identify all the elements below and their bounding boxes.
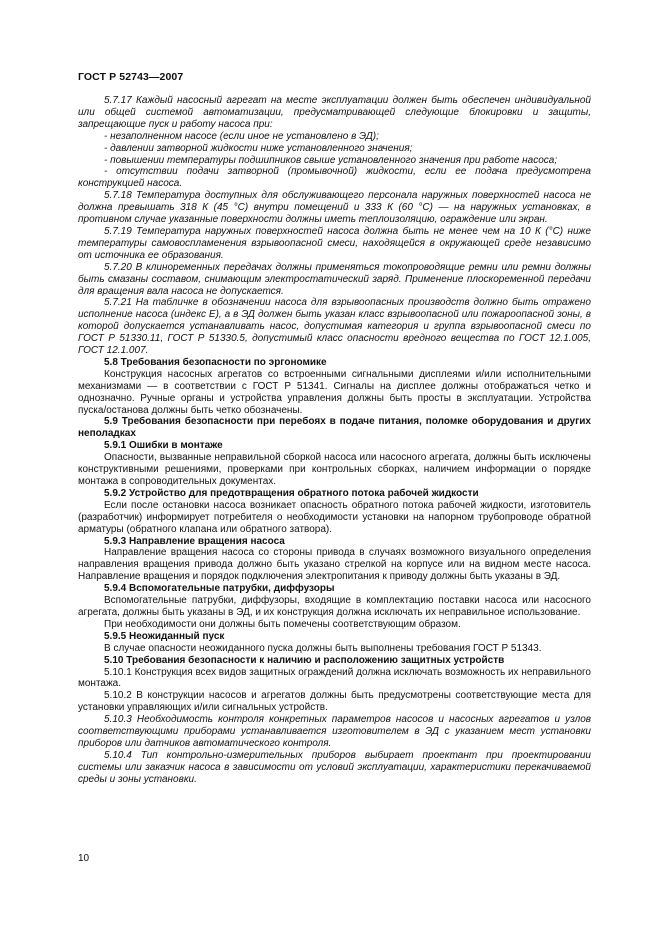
paragraph: 5.10.1 Конструкция всех видов защитных ограждений должна исключать возможность их неправильного монтажа.	[78, 666, 591, 690]
list-item: - незаполненном насосе (если иное не установлено в ЭД);	[104, 130, 379, 142]
list-item: - отсутствии подачи затворной (промывочной) жидкости, если ее подача предусмотрена конструкцией насоса.	[78, 166, 591, 190]
section-heading: 5.10 Требования безопасности к наличию и расположению защитных устройств	[104, 654, 505, 666]
section-heading: 5.8 Требования безопасности по эргономике	[104, 356, 327, 368]
paragraph: Направление вращения насоса со стороны привода в случаях возможного визуального определения направления вращения привода должно быть указано стрелкой на корпусе или на видном месте насоса. Направление вращения и порядок подключения электропитания к приводу должны быть указаны в ЭД.	[78, 547, 591, 583]
paragraph: В случае опасности неожиданного пуска должны быть выполнены требования ГОСТ Р 51343.	[104, 642, 542, 654]
paragraph: 5.10.4 Тип контрольно-измерительных приборов выбирает проектант при проектировании системы или заказчик насоса в зависимости от условий эксплуатации, характеристики перекачиваемой среды и зоны установки.	[78, 749, 591, 785]
list-item: - повышении температуры подшипников свыше установленного значения при работе насоса;	[104, 154, 558, 166]
document-header: ГОСТ Р 52743—2007	[78, 71, 184, 83]
subsection-heading: 5.9.3 Направление вращения насоса	[104, 535, 285, 547]
paragraph: Конструкция насосных агрегатов со встроенными сигнальными дисплеями и/или исполнительными механизмами — в соответствии с ГОСТ Р 51341. Сигналы на дисплее должны отображаться четко и однозначно. Ручные органы и устройства управления должны быть просты в эксплуатации. Устройства пуска/останова должны быть четко обозначены.	[78, 368, 591, 416]
paragraph: 5.7.17 Каждый насосный агрегат на месте эксплуатации должен быть обеспечен индивидуальной или общей системой автоматизации, предусматривающей следующие блокировки и защиты, запрещающие пуск и работу насоса при:	[78, 95, 591, 130]
paragraph: Вспомогательные патрубки, диффузоры, входящие в комплектацию поставки насоса или насосного агрегата, должны быть указаны в ЭД, и их конструкция должна исключать их неправильное использование.	[78, 595, 591, 618]
paragraph: Если после остановки насоса возникает опасность обратного потока рабочей жидкости, изготовитель (разработчик) информирует потребителя о необходимости установки на напорном трубопроводе обратной арматуры (обратного клапана или обратного затвора).	[78, 499, 591, 535]
paragraph: 5.7.21 На табличке в обозначении насоса для взрывоопасных производств должно быть отражено исполнение насоса (индекс Е), а в ЭД должен быть указан класс взрывоопасной или пожароопасной зоны, в которой допускается устанавливать насос, допустимая категория и группа взрывоопасной смеси по ГОСТ Р 51330.11, ГОСТ Р 51330.5, допустимый класс опасности вредного вещества по ГОСТ 12.1.005, ГОСТ 12.1.007.	[78, 297, 591, 357]
paragraph: 5.7.18 Температура доступных для обслуживающего персонала наружных поверхностей насоса не должна превышать 318 К (45 °С) внутри помещений и 333 К (60 °С) — на наружных установках, в противном случае указанные поверхности должны иметь теплоизоляцию, ограждение или экран.	[78, 190, 591, 226]
paragraph: 5.7.19 Температура наружных поверхностей насоса должна быть не менее чем на 10 К (°С) ниже температуры самовоспламенения взрывоопасной смеси, находящейся в окружающей среде независимо от источника ее образования.	[78, 225, 591, 261]
subsection-heading: 5.9.2 Устройство для предотвращения обратного потока рабочей жидкости	[104, 487, 479, 499]
paragraph: 5.7.20 В клиноременных передачах должны применяться токопроводящие ремни или ремни должны быть смазаны составом, снимающим электростатический заряд. Применение плоскоременной передачи для вращения вала насоса не допускается.	[78, 261, 591, 297]
document-body	[78, 95, 591, 786]
subsection-heading: 5.9.5 Неожиданный пуск	[104, 630, 225, 642]
section-heading: 5.9 Требования безопасности при перебоях в подаче питания, поломке оборудования и других неполадках	[78, 416, 591, 440]
page-number: 10	[78, 853, 90, 864]
subsection-heading: 5.9.4 Вспомогательные патрубки, диффузоры	[104, 583, 335, 595]
list-item: - давлении затворной жидкости ниже установленного значения;	[104, 142, 413, 154]
paragraph: 5.10.2 В конструкции насосов и агрегатов должны быть предусмотрены соответствующие места для установки управляющих и/или сигнальных устройств.	[78, 690, 591, 714]
subsection-heading: 5.9.1 Ошибки в монтаже	[104, 440, 223, 452]
paragraph: Опасности, вызванные неправильной сборкой насоса или насосного агрегата, должны быть исключены конструктивными решениями, проверками при контрольных сборках, наличием информации о порядке монтажа в сопроводительных документах.	[78, 452, 591, 487]
paragraph: При необходимости они должны быть помечены соответствующим образом.	[104, 618, 461, 630]
paragraph: 5.10.3 Необходимость контроля конкретных параметров насосов и насосных агрегатов и узлов соответствующими приборами устанавливается изготовителем в ЭД с указанием мест установки приборов или датчиков автоматического контроля.	[78, 714, 591, 749]
